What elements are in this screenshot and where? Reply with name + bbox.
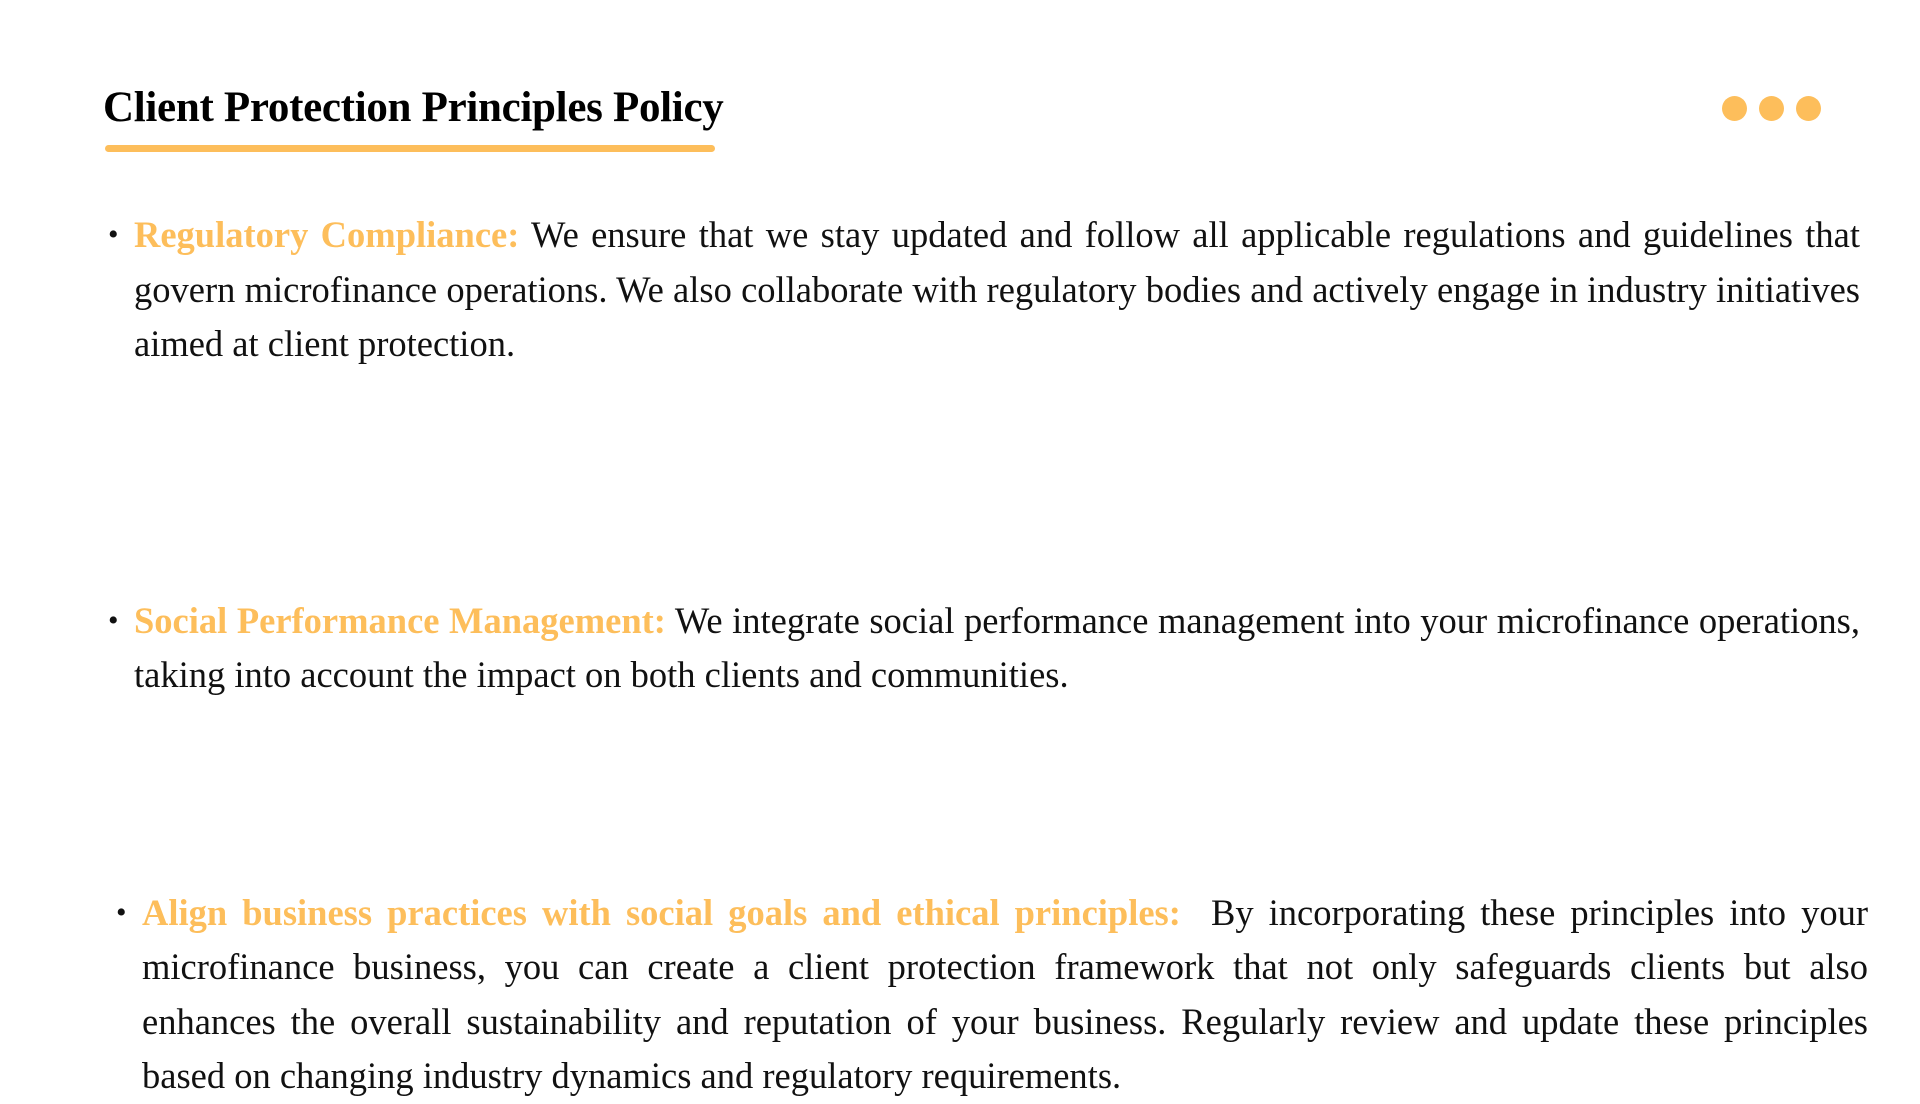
item-term: Regulatory Compliance: bbox=[134, 214, 520, 255]
bullet: • bbox=[108, 603, 119, 637]
dot bbox=[1759, 96, 1784, 121]
list-item-regulatory-compliance bbox=[108, 208, 1860, 372]
page-title: Client Protection Principles Policy bbox=[103, 84, 724, 131]
bullet: • bbox=[108, 218, 119, 251]
three-dots-icon bbox=[1722, 96, 1821, 121]
item-text: We integrate social performance management into your microfinance operations, taking into account the impact on both clients and communities. bbox=[134, 599, 1861, 695]
bullet: • bbox=[116, 895, 127, 929]
header bbox=[103, 78, 723, 138]
item-text: We ensure that we stay updated and follow all applicable regulations and guidelines that govern microfinance operations. We also collaborate with regulatory bodies and actively engage in industry initiatives aimed at client protection. bbox=[134, 214, 1860, 364]
item-term: Social Performance Management: bbox=[134, 599, 666, 641]
item-term: Align business practices with social goals and ethical principles: bbox=[142, 891, 1181, 933]
dot bbox=[1722, 96, 1747, 121]
title-underline bbox=[105, 145, 715, 152]
item-text: By incorporating these principles into your microfinance business, you can create a client protection framework that not only safeguards clients but also enhances the overall sustainability and reputation of your business. Regularly review and update these principles based on changing industry dynamics and regulatory requirements. bbox=[142, 891, 1878, 1096]
list-item-align-business-practices bbox=[116, 886, 1878, 1104]
dot bbox=[1796, 96, 1821, 121]
list-item-social-performance bbox=[108, 594, 1861, 703]
